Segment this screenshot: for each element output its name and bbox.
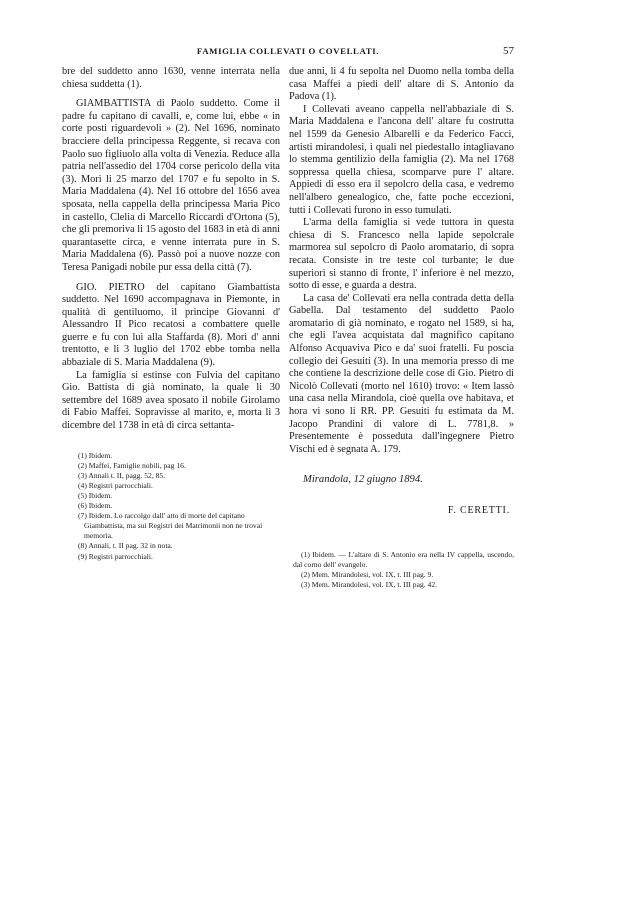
paragraph: L'arma della famiglia si vede tuttora in questa chiesa di S. Francesco nella lapide sepolcrale marmorea sul sepolcro di Paolo aromatario, di sopra recata. Consiste in tre teste col turbante; le due superiori si stanno di fronte, l' inferiore è nel mezzo, sotto di esse, e guarda a destra. [289,217,514,292]
dateline: Mirandola, 12 giugno 1894. [303,474,423,486]
footnote: (7) Ibidem. Lo raccolgo dall' atto di morte del capitano Giambattista, ma sui Registri dei Matrimonii non ne trovai memoria. [78,511,263,541]
footnote: (1) Ibidem. — L'altare di S. Antonio era nella IV cappella, uscendo, dal corno dell' evangelo. [293,549,514,569]
right-column [289,66,514,590]
left-column [62,66,280,562]
paragraph: I Collevati aveano cappella nell'abbaziale di S. Maria Maddalena e l'ancona dell' altare fu costrutta nel 1599 da Genesio Albarelli e da Federico Facci, artisti mirandolesi, i quali nel piedestallo intagliavano lo stemma gentilizio della famiglia (2). Ma nel 1768 soppressa quella chiesa, scomparve pure l' altare. Appiedi di esso era il sepolcro della casa, e vedremo nell'albero genealogico, che, fatte poche eccezioni, tutti i Collevati furono in esso tumulati. [289,103,514,216]
signature: F. CERETTI. [447,505,510,516]
paragraph: GIO. PIETRO del capitano Giambattista suddetto. Nel 1690 accompagnava in Piemonte, in qualità di gentiluomo, il principe Giovanni d' Alessandro II Pico recatosi a combattere quelle guerre e fu con lui alla Staffarda (8). Morì d' anni trentotto, e li 3 luglio del 1702 ebbe tomba nella abbaziale di S. Maria Maddalena (9). [62,281,280,369]
footnotes-right [289,550,514,590]
page-header [62,46,514,60]
footnote: (5) Ibidem. [78,491,113,500]
footnotes-left [62,451,280,562]
footnote: (2) Maffei, Famiglie nobili, pag 16. [78,460,186,470]
footnote: (8) Annali, t. II pag. 32 in nota. [78,541,173,551]
page-number: 57 [503,45,514,57]
paragraph: La casa de' Collevati era nella contrada detta della Gabella. Dal testamento del suddetto Paolo aromatario di già nominato, e rogato nel 1589, si ha, che egli l'avea acquistata dal magnifico capitano Alfonso Acquaviva Pico e da' suoi fratelli. Fu poscia collegio dei Gesuiti (3). In una memoria presso di me che contiene la descrizione delle cose di Gio. Pietro di Nicolò Collevati (morto nel 1610) trovo: « Item lassò una casa nella Mirandola, cioè quella ove habitava, et hora vi sono li RR. PP. Gesuiti fu estimata da M. Jacopo Prandini di valore di L. 7781,8. » Presentemente è posseduta dall'ingegnere Pietro Vischi ed è segnata A. 179. [289,292,514,455]
paragraph: due anni, li 4 fu sepolta nel Duomo nella tomba della casa Maffei a piedi dell' altare di S. Antonio da Padova (1). [289,66,514,103]
footnote: (3) Annali t. II, pagg. 52, 85. [78,470,166,480]
footnote: (6) Ibidem. [78,501,113,511]
footnote: (9) Registri parrocchiali. [78,551,153,561]
running-title: FAMIGLIA COLLEVATI O COVELLATI. [196,46,380,56]
footnote: (1) Ibidem. [78,450,113,460]
paragraph: GIAMBATTISTA di Paolo suddetto. Come il padre fu capitano di cavalli, e, come lui, ebbe « in corte posti riguardevoli » (2). Nel 1696, nominato bracciere della principessa Reggente, si recava con Paolo suo figliuolo alla volta di Venezia. Reduce alla patria nell'assedio del 1704 corse pericolo della vita (3). Morì li 25 marzo del 1707 e fu sepolto in S. Maria Maddalena (4). Nel 16 ottobre del 1656 avea sposata, nella cappella della principessa Maria Pico in castello, Clelia di Marcello Riccardi d'Ortona (5), che gli premoriva li 15 agosto del 1683 in età di anni quarantasette circa, e venne interrata pure in S. Maria Maddalena (6). Passò poi a nuove nozze con Teresa Panigadi nobile pur essa della città (7). [62,98,280,273]
paragraph: bre del suddetto anno 1630, venne interrata nella chiesa suddetta (1). [62,66,280,90]
footnote: (2) Mem. Mirandolesi, vol. IX, t. III pag. 9. [301,569,434,579]
footnote: (3) Mem. Mirandolesi, vol. IX, t. III pag. 42. [301,579,438,589]
footnote: (4) Registri parrocchiali. [78,480,153,490]
paragraph: La famiglia si estinse con Fulvia del capitano Gio. Battista di già nominato, la quale li 30 settembre del 1689 avea sposato il nobile Girolamo di Fabio Maffei. Sopravisse al marito, e, morta li 3 dicembre del 1738 in età di circa settanta- [62,369,280,432]
